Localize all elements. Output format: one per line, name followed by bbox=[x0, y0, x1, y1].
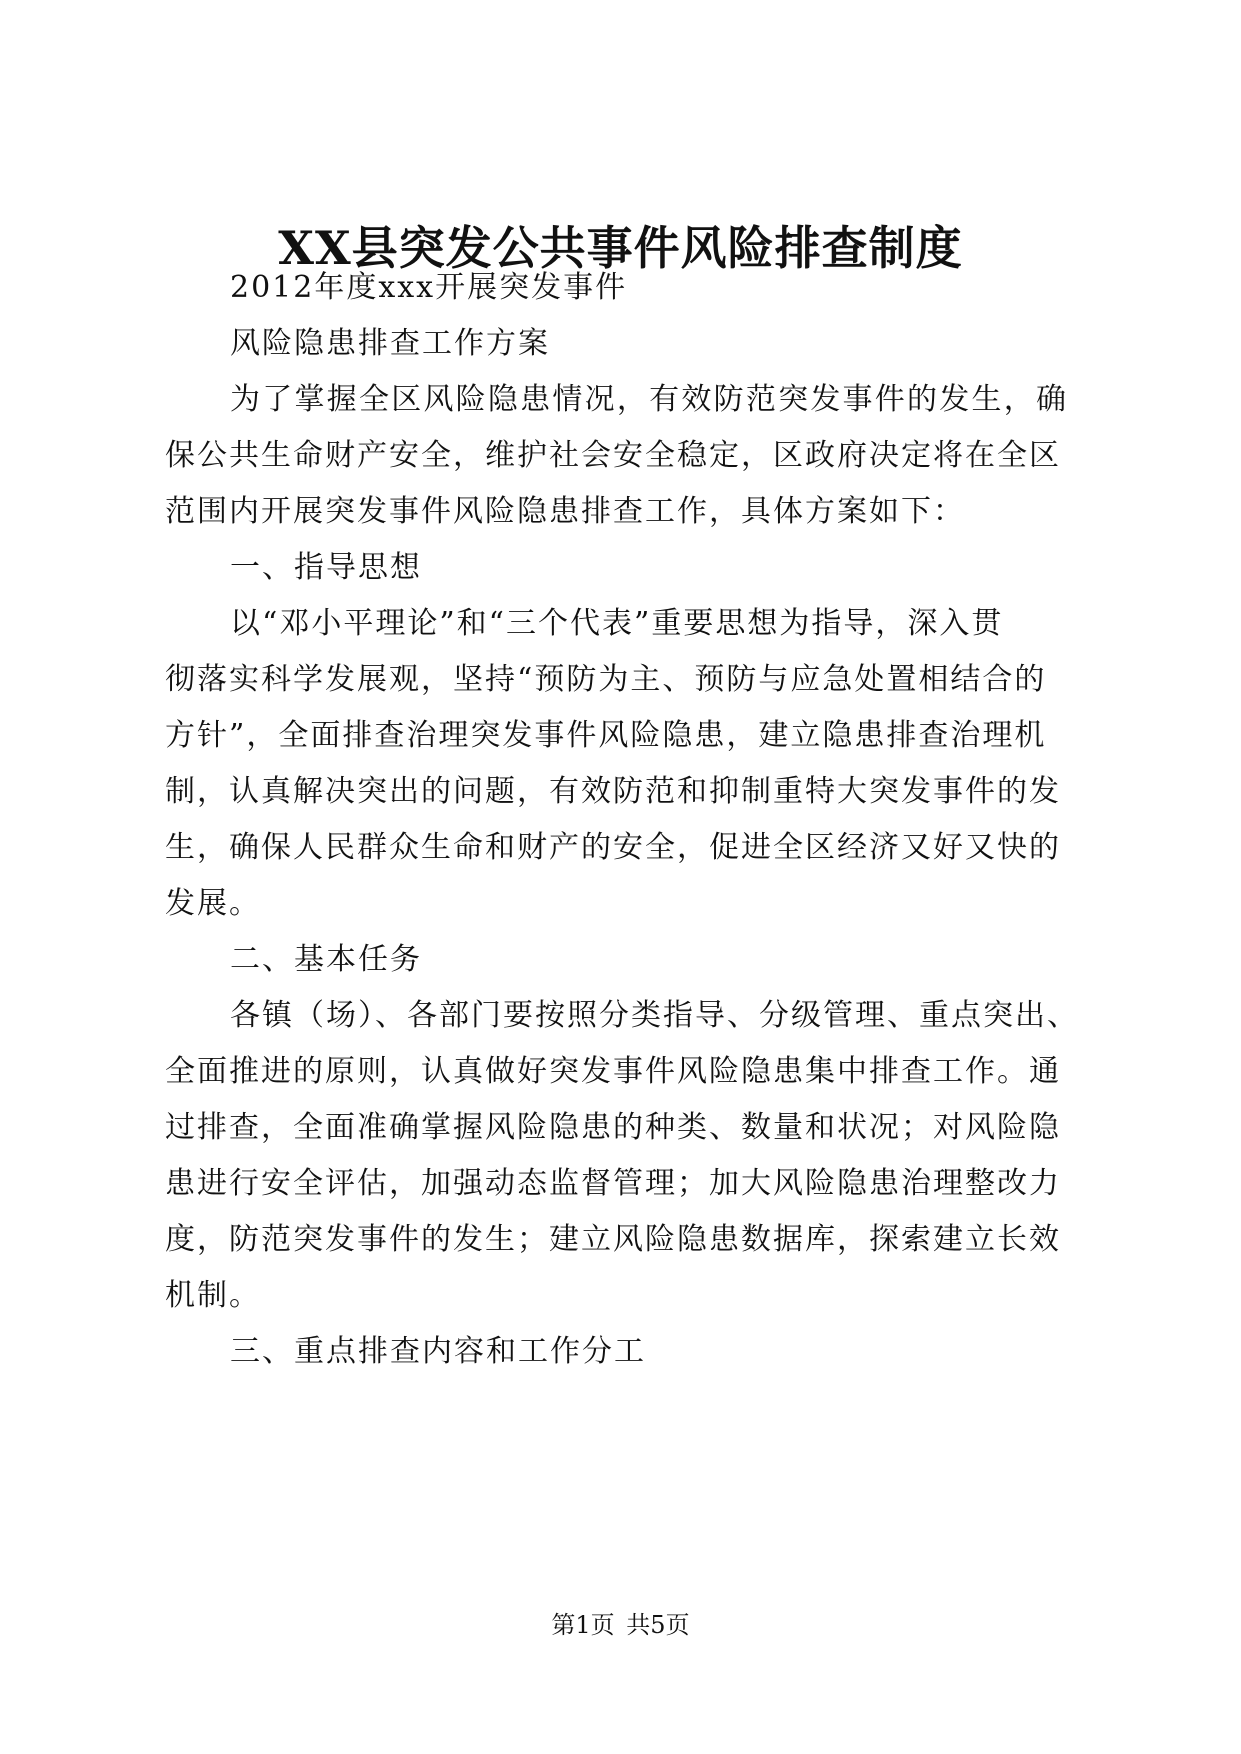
paragraph-line: 生，确保人民群众生命和财产的安全，促进全区经济又好又快的 bbox=[165, 830, 1061, 865]
paragraph-line: 机制。 bbox=[165, 1278, 261, 1313]
page-number-footer: 第1页 共5页 bbox=[551, 1611, 690, 1639]
paragraph-line: 彻落实科学发展观，坚持“预防为主、预防与应急处置相结合的 bbox=[165, 662, 1047, 697]
paragraph-line: 为了掌握全区风险隐患情况，有效防范突发事件的发生，确 bbox=[230, 382, 1068, 417]
section-heading: 一、指导思想 bbox=[230, 550, 422, 585]
intro-line: 2012年度xxx开展突发事件 bbox=[230, 270, 628, 305]
paragraph-line: 以“邓小平理论”和“三个代表”重要思想为指导，深入贯 bbox=[230, 606, 1004, 641]
paragraph-line: 发展。 bbox=[165, 886, 261, 921]
paragraph-line: 全面推进的原则，认真做好突发事件风险隐患集中排查工作。通 bbox=[165, 1054, 1061, 1089]
paragraph-line: 患进行安全评估，加强动态监督管理；加大风险隐患治理整改力 bbox=[165, 1166, 1061, 1201]
paragraph-line: 范围内开展突发事件风险隐患排查工作，具体方案如下： bbox=[165, 494, 965, 529]
section-heading: 二、基本任务 bbox=[230, 942, 422, 977]
paragraph-line: 方针”，全面排查治理突发事件风险隐患，建立隐患排查治理机 bbox=[165, 718, 1047, 753]
document-title: XX县突发公共事件风险排查制度 bbox=[278, 221, 963, 275]
paragraph-line: 制，认真解决突出的问题，有效防范和抑制重特大突发事件的发 bbox=[165, 774, 1061, 809]
paragraph-line: 过排查，全面准确掌握风险隐患的种类、数量和状况；对风险隐 bbox=[165, 1110, 1061, 1145]
intro-line: 风险隐患排查工作方案 bbox=[230, 326, 550, 361]
section-heading: 三、重点排查内容和工作分工 bbox=[230, 1334, 646, 1369]
paragraph-line: 各镇（场）、各部门要按照分类指导、分级管理、重点突出、 bbox=[230, 998, 1079, 1033]
paragraph-line: 度，防范突发事件的发生；建立风险隐患数据库，探索建立长效 bbox=[165, 1222, 1061, 1257]
paragraph-line: 保公共生命财产安全，维护社会安全稳定，区政府决定将在全区 bbox=[165, 438, 1061, 473]
